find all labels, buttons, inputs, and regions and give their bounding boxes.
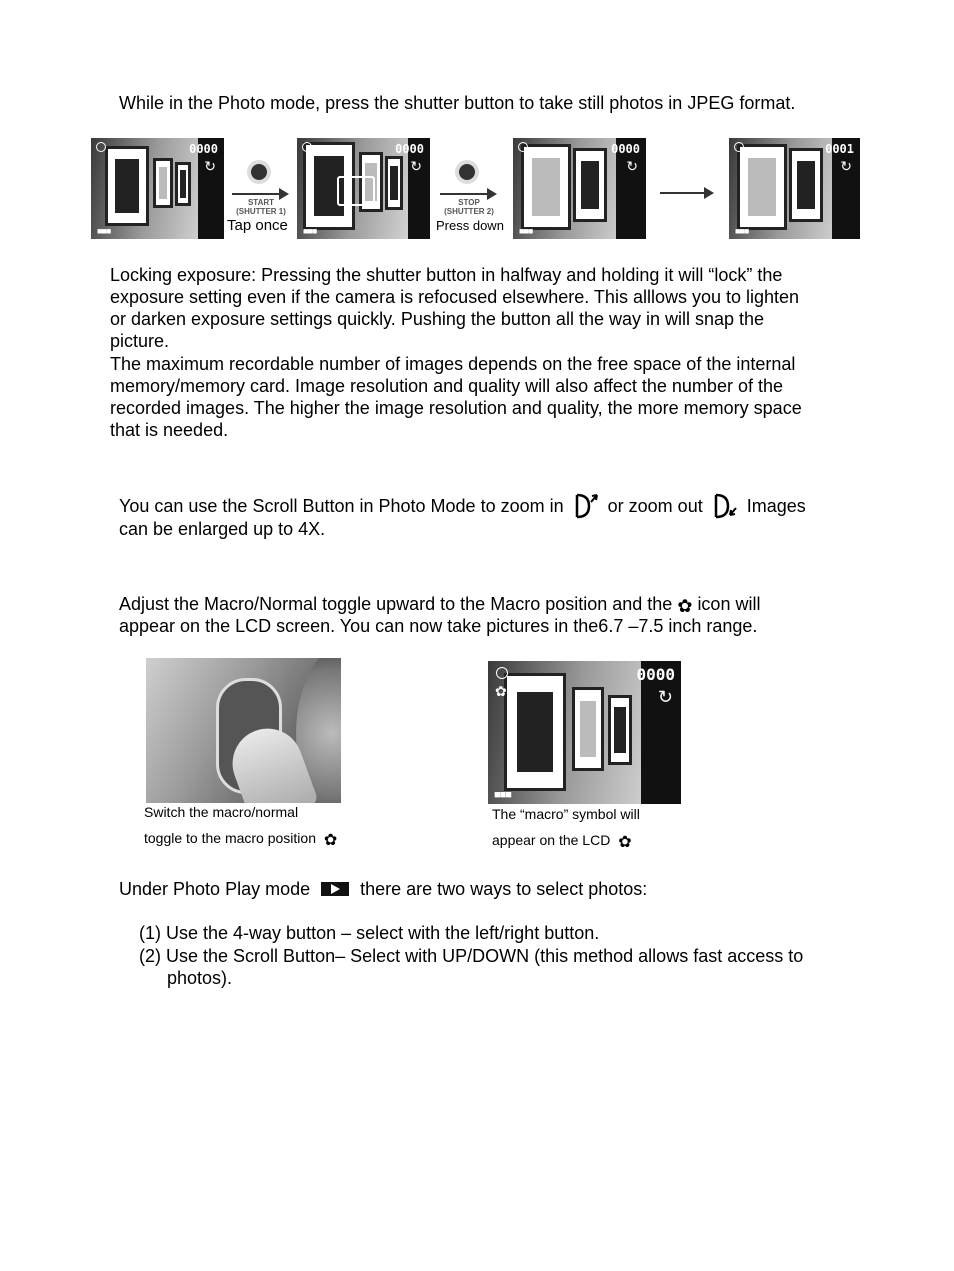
macro-flower-icon: ✿ [618, 834, 632, 851]
macro-flower-icon: ✿ [677, 596, 693, 616]
paragraph-line: or darken exposure settings quickly. Pushing the button all the way in will snap the [110, 309, 765, 329]
shot-counter: 0001 [825, 142, 854, 156]
play-item-2: (2) Use the Scroll Button– Select with UP/DOWN (this method allows fast access to [139, 946, 804, 966]
step-label-start: START (SHUTTER 1) [236, 198, 286, 216]
shot-counter: 0000 [189, 142, 218, 156]
play-text-a: Under Photo Play mode [119, 879, 311, 899]
macro-text-b: icon will [697, 594, 761, 614]
shot-counter: 0000 [395, 142, 424, 156]
left-caption-text: toggle to the macro position [144, 830, 316, 846]
shutter-button-icon [459, 164, 475, 180]
battery-icon: ■■■ [519, 226, 533, 236]
paragraph-line: that is needed. [110, 420, 229, 440]
macro-text-a: Adjust the Macro/Normal toggle upward to the Macro position and the [119, 594, 673, 614]
self-timer-icon: ↻ [626, 158, 638, 174]
caption-press-down: Press down [436, 218, 504, 233]
play-line [119, 878, 647, 900]
battery-icon: ■■■ [303, 226, 317, 236]
self-timer-icon: ↻ [204, 158, 216, 174]
camera-toggle-photo [146, 658, 341, 803]
zoom-line-1 [119, 492, 806, 520]
zoom-text-c: Images [746, 496, 806, 516]
lcd-preview-1 [91, 138, 224, 239]
step-label-stop: STOP (SHUTTER 2) [444, 198, 494, 216]
caption-tap-once: Tap once [227, 217, 288, 234]
play-text-b: there are two ways to select photos: [360, 879, 648, 899]
shot-counter: 0000 [611, 142, 640, 156]
right-caption-line-2 [492, 827, 632, 853]
shot-counter: 0000 [636, 665, 675, 684]
paragraph-line: recorded images. The higher the image resolution and quality, the more memory space [110, 398, 802, 418]
shutter-button-icon [251, 164, 267, 180]
zoom-text-b: or zoom out [607, 496, 703, 516]
paragraph-line: memory/memory card. Image resolution and quality will also affect the number of the [110, 376, 783, 396]
macro-flower-icon: ✿ [323, 832, 338, 849]
left-caption-line-1: Switch the macro/normal [144, 804, 299, 820]
self-timer-icon: ↻ [410, 158, 422, 174]
zoom-line-2: can be enlarged up to 4X. [119, 519, 326, 539]
paragraph-line: The maximum recordable number of images depends on the free space of the internal [110, 354, 796, 374]
self-timer-icon: ↻ [840, 158, 852, 174]
play-item-2-cont: photos). [167, 968, 233, 988]
lcd-preview-2 [297, 138, 430, 239]
battery-icon: ■■■ [97, 226, 111, 236]
lcd-preview-3 [513, 138, 646, 239]
battery-icon: ■■■ [494, 789, 511, 801]
paragraph-line: picture. [110, 331, 170, 351]
paragraph-line: exposure setting even if the camera is refocused elsewhere. This alllows you to lighten [110, 287, 800, 307]
arrow-right-icon [440, 193, 495, 195]
macro-line-1 [119, 593, 760, 615]
self-timer-icon: ↻ [657, 687, 673, 707]
arrow-right-icon [232, 193, 287, 195]
zoom-text-a: You can use the Scroll Button in Photo Mode to zoom in [119, 496, 564, 516]
play-icon [321, 882, 349, 896]
right-caption-line-1: The “macro” symbol will [492, 806, 640, 822]
play-item-1: (1) Use the 4-way button – select with the left/right button. [139, 923, 600, 943]
macro-line-2: appear on the LCD screen. You can now take pictures in the6.7 –7.5 inch range. [119, 616, 758, 636]
zoom-in-icon [573, 492, 599, 520]
zoom-out-icon [712, 492, 738, 520]
arrow-right-icon [660, 192, 712, 194]
lcd-macro-preview [488, 661, 681, 804]
battery-icon: ■■■ [735, 226, 749, 236]
macro-flower-icon: ✿ [495, 683, 507, 699]
left-caption-line-2 [144, 825, 337, 851]
lcd-preview-4 [729, 138, 860, 239]
right-caption-text: appear on the LCD [492, 832, 611, 848]
paragraph-line: Locking exposure: Pressing the shutter button in halfway and holding it will “lock” the [110, 265, 783, 285]
intro-text: While in the Photo mode, press the shutter button to take still photos in JPEG format. [119, 93, 796, 113]
